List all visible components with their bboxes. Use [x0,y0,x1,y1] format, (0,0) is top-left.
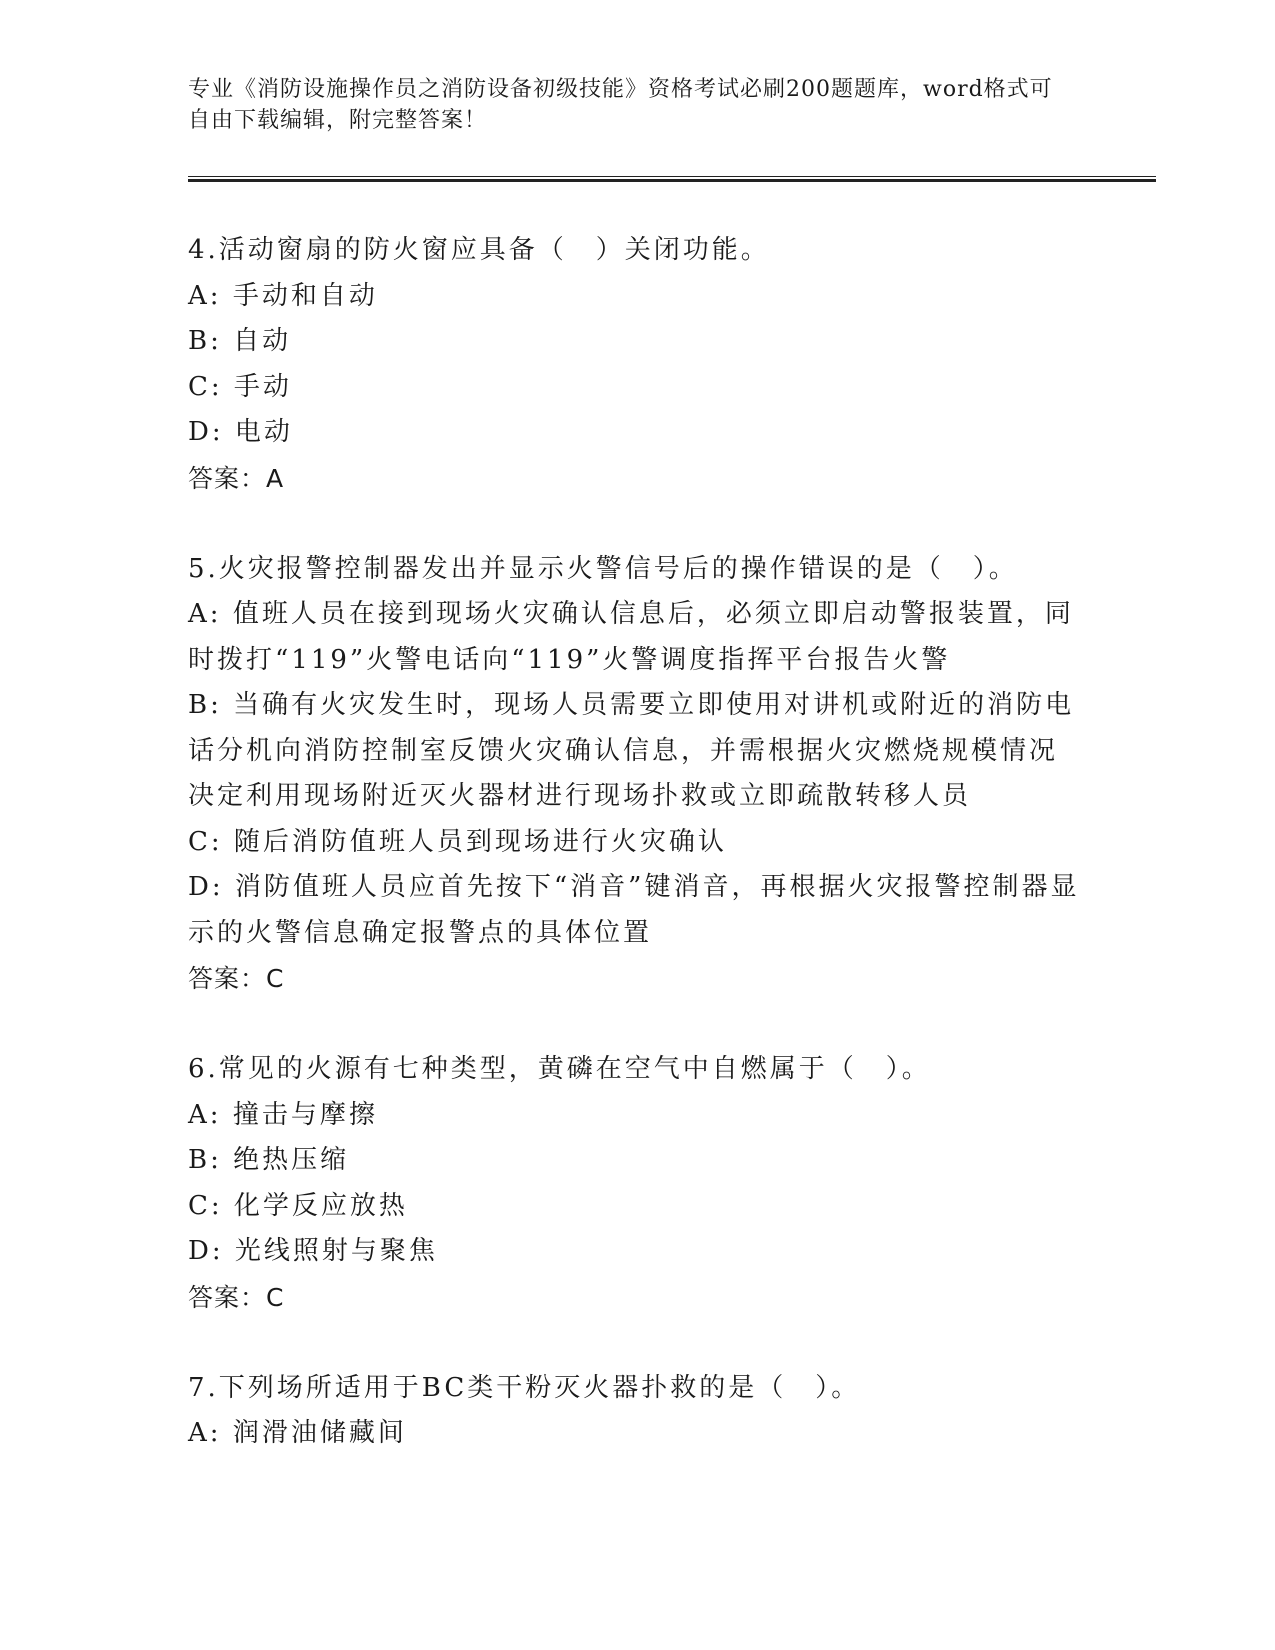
option-text: 绝热压缩 [233,1145,350,1175]
option-text: 值班人员在接到现场火灾确认信息后，必须立即启动警报装置，同时拨打“119”火警电话向“119”火警调度指挥平台报告火警 [188,599,1074,675]
option-key: A: [188,1099,222,1130]
document-header: 专业《消防设施操作员之消防设备初级技能》资格考试必刷200题题库，word格式可自由下载编辑，附完整答案！ [188,77,1053,133]
answer-line: 答案：A [188,463,285,493]
header-divider-thin [188,176,1156,177]
question-stem: 6.常见的火源有七种类型，黄磷在空气中自燃属于（ ）。 [188,1054,931,1084]
answer-line: 答案：C [188,964,285,993]
option-text: 当确有火灾发生时，现场人员需要立即使用对讲机或附近的消防电话分机向消防控制室反馈火灾确认信息，并需根据火灾燃烧规模情况决定利用现场附近灭火器材进行现场扑救或立即疏散转移人员 [188,690,1075,811]
option-text: 消防值班人员应首先按下“消音”键消音，再根据火灾报警控制器显示的火警信息确定报警点的具体位置 [188,872,1080,948]
option-c [188,820,1083,866]
option-b [188,1138,1083,1184]
question-stem: 4.活动窗扇的防火窗应具备（ ）关闭功能。 [188,235,770,265]
option-text: 手动 [233,371,292,402]
option-key: D: [188,1236,224,1266]
question-stem: 7.下列场所适用于BC类干粉灭火器扑救的是（ ）。 [188,1372,861,1403]
option-key: A: [188,1418,222,1448]
header-divider-thick [188,179,1156,182]
option-a [188,1411,1083,1457]
question-6 [188,1047,1083,1320]
option-text: 随后消防值班人员到现场进行火灾确认 [233,826,727,857]
question-7 [188,1366,1083,1457]
option-b [188,319,1083,365]
option-d [188,410,1083,456]
option-c [188,1184,1083,1230]
option-key: B: [188,1145,222,1175]
option-text: 手动和自动 [232,280,378,311]
option-key: D: [188,417,224,447]
option-key: D: [188,872,224,902]
option-text: 电动 [234,417,293,447]
question-stem: 5.火灾报警控制器发出并显示火警信号后的操作错误的是（ ）。 [188,553,1018,584]
question-list [188,228,1083,1502]
question-5 [188,547,1083,1002]
option-c [188,365,1083,411]
option-a [188,1093,1083,1139]
option-d [188,1229,1083,1275]
option-b [188,683,1083,820]
option-key: C: [188,826,223,857]
option-text: 自动 [233,326,292,356]
option-text: 化学反应放热 [233,1190,408,1221]
option-key: A: [188,280,222,311]
option-key: C: [188,1190,223,1221]
option-d [188,865,1083,956]
option-a [188,274,1083,320]
option-text: 光线照射与聚焦 [234,1236,438,1266]
option-key: B: [188,690,222,720]
option-a [188,592,1083,683]
answer-line: 答案：C [188,1282,285,1312]
option-key: B: [188,326,222,356]
option-key: C: [188,371,223,402]
option-text: 润滑油储藏间 [232,1418,407,1448]
option-key: A: [188,599,222,629]
question-4 [188,228,1083,501]
option-text: 撞击与摩擦 [232,1099,378,1130]
